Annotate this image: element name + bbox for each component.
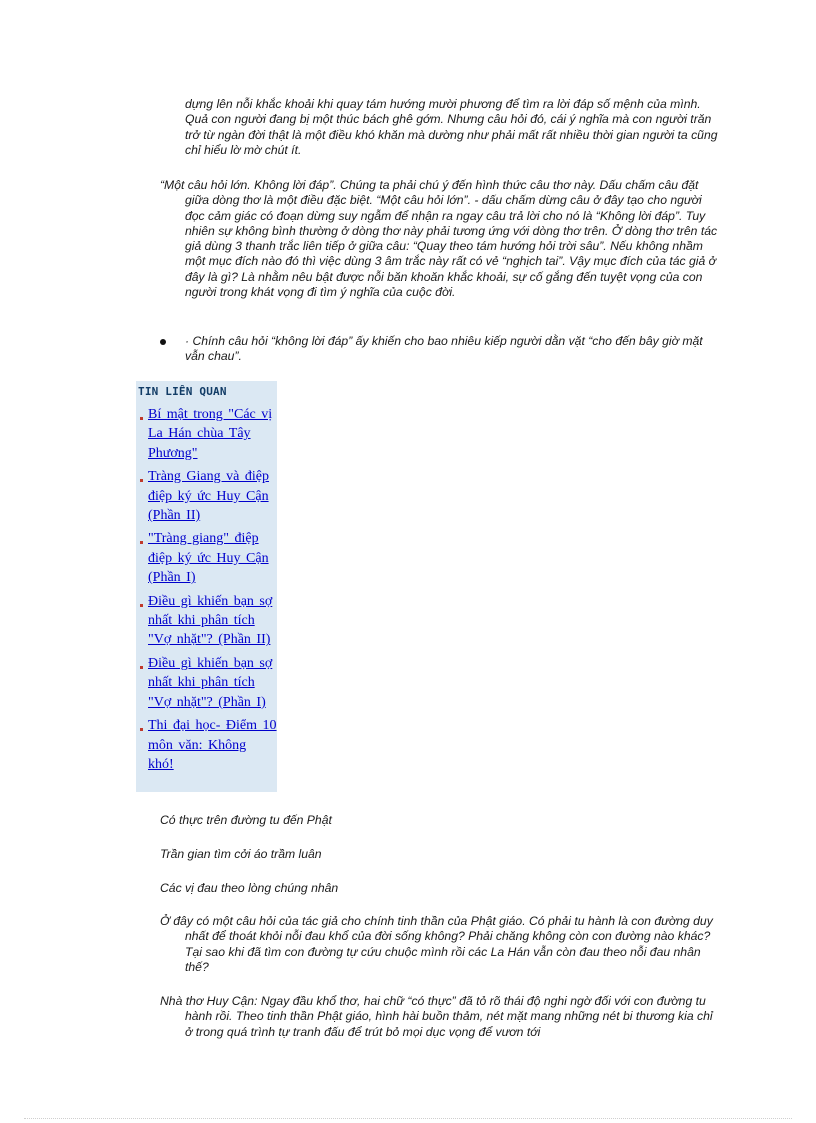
paragraph-analysis-question: “Một câu hỏi lớn. Không lời đáp”. Chúng ta phải chú ý đến hình thức câu thơ này. Dấu chấm câu đặt giữa dòng thơ là một điều đặc biệt. “Một câu hỏi lớn”. - dấu chấm dừng câu ở đây tạo cho người đọc cảm giác có đoạn dừng suy ngẫm để nhận ra ngay câu trả lời cho nó là “Không lời đáp”. Tuy nhiên sự không bình thường ở dòng thơ này phải tương ứng với dòng thơ trên. Ở dòng thơ trên tác giả dùng 3 thanh trắc liên tiếp ở giữa câu: “Quay theo tám hướng hỏi trời sâu”. Nếu không nhầm một mục đích nào đó thì việc dùng 3 âm trắc này rất có vẻ “nghịch tai”. Vậy mục đích của tác giả ở đây là gì? Là nhằm nêu bật được nỗi băn khoăn khắc khoải, sự cố gắng đến tuyệt vọng của con người trong khát vọng đi tìm ý nghĩa của cuộc đời. (160, 178, 718, 300)
poem-line: Có thực trên đường tu đến Phật (160, 813, 332, 827)
related-news-item (136, 405, 277, 463)
page-bottom-rule (24, 1118, 792, 1119)
related-news-item (136, 467, 277, 525)
paragraph-buddhism-question: Ở đây có một câu hỏi của tác giả cho chính tinh thần của Phật giáo. Có phải tu hành là con đường duy nhất để thoát khỏi nỗi đau khổ của đời sống không? Phải chăng không còn con đường nào khác? Tại sao khi đã tìm con đường tự cứu chuộc mình rồi các La Hán vẫn còn đau theo nỗi đau nhân thế? (160, 914, 713, 974)
paragraph-huy-can: Nhà thơ Huy Cận: Ngay đầu khổ thơ, hai chữ “có thực” đã tỏ rõ thái độ nghi ngờ đối với con đường tu hành rồi. Theo tinh thần Phật giáo, hình hài buồn thảm, nét mặt mang những nét bi thương kia chỉ ở trong quá trình tự tranh đấu để trút bỏ mọi dục vọng để vươn tới (160, 994, 713, 1039)
related-news-box (136, 381, 277, 792)
square-bullet-icon (140, 604, 143, 607)
related-news-list (136, 405, 277, 778)
related-news-item (136, 529, 277, 587)
square-bullet-icon (140, 728, 143, 731)
square-bullet-icon (140, 479, 143, 482)
related-news-item (136, 654, 277, 712)
related-news-link[interactable]: Tràng Giang và điệp điệp ký ức Huy Cận (Phần II) (148, 469, 269, 524)
related-news-title: TIN LIÊN QUAN (138, 385, 227, 398)
square-bullet-icon (140, 417, 143, 420)
bullet-item (160, 334, 720, 365)
related-news-link[interactable]: Điều gì khiến bạn sợ nhất khi phân tích "Vợ nhặt"? (Phần I) (148, 655, 273, 710)
poem-line: Các vị đau theo lòng chúng nhân (160, 881, 339, 895)
bullet-icon (160, 339, 166, 345)
related-news-item (136, 716, 277, 774)
related-news-link[interactable]: Bí mật trong "Các vị La Hán chùa Tây Phương" (148, 407, 273, 461)
related-news-link[interactable]: "Tràng giang" điệp điệp ký ức Huy Cận (Phần I) (148, 531, 269, 586)
poem-line: Trần gian tìm cởi áo trầm luân (160, 847, 322, 861)
related-news-item (136, 592, 277, 650)
square-bullet-icon (140, 541, 143, 544)
bullet-text: · Chính câu hỏi “không lời đáp” ấy khiến cho bao nhiêu kiếp người dằn vặt “cho đến bây giờ mặt vẫn chau”. (185, 334, 703, 364)
related-news-link[interactable]: Thi đại học- Điểm 10 môn văn: Không khó! (148, 718, 277, 772)
paragraph-continuation: dựng lên nỗi khắc khoải khi quay tám hướng mười phương để tìm ra lời đáp số mệnh của mình. Quả con người đang bị một thúc bách ghê gớm. Nhưng câu hỏi đó, cái ý nghĩa mà con người trăn trở từ ngàn đời thật là một điều khó khăn mà dường như phải mất rất nhiều thời gian người ta cũng chỉ hiểu lờ mờ chút ít. (185, 97, 718, 157)
related-news-link[interactable]: Điều gì khiến bạn sợ nhất khi phân tích "Vợ nhặt"? (Phần II) (148, 593, 273, 648)
square-bullet-icon (140, 666, 143, 669)
